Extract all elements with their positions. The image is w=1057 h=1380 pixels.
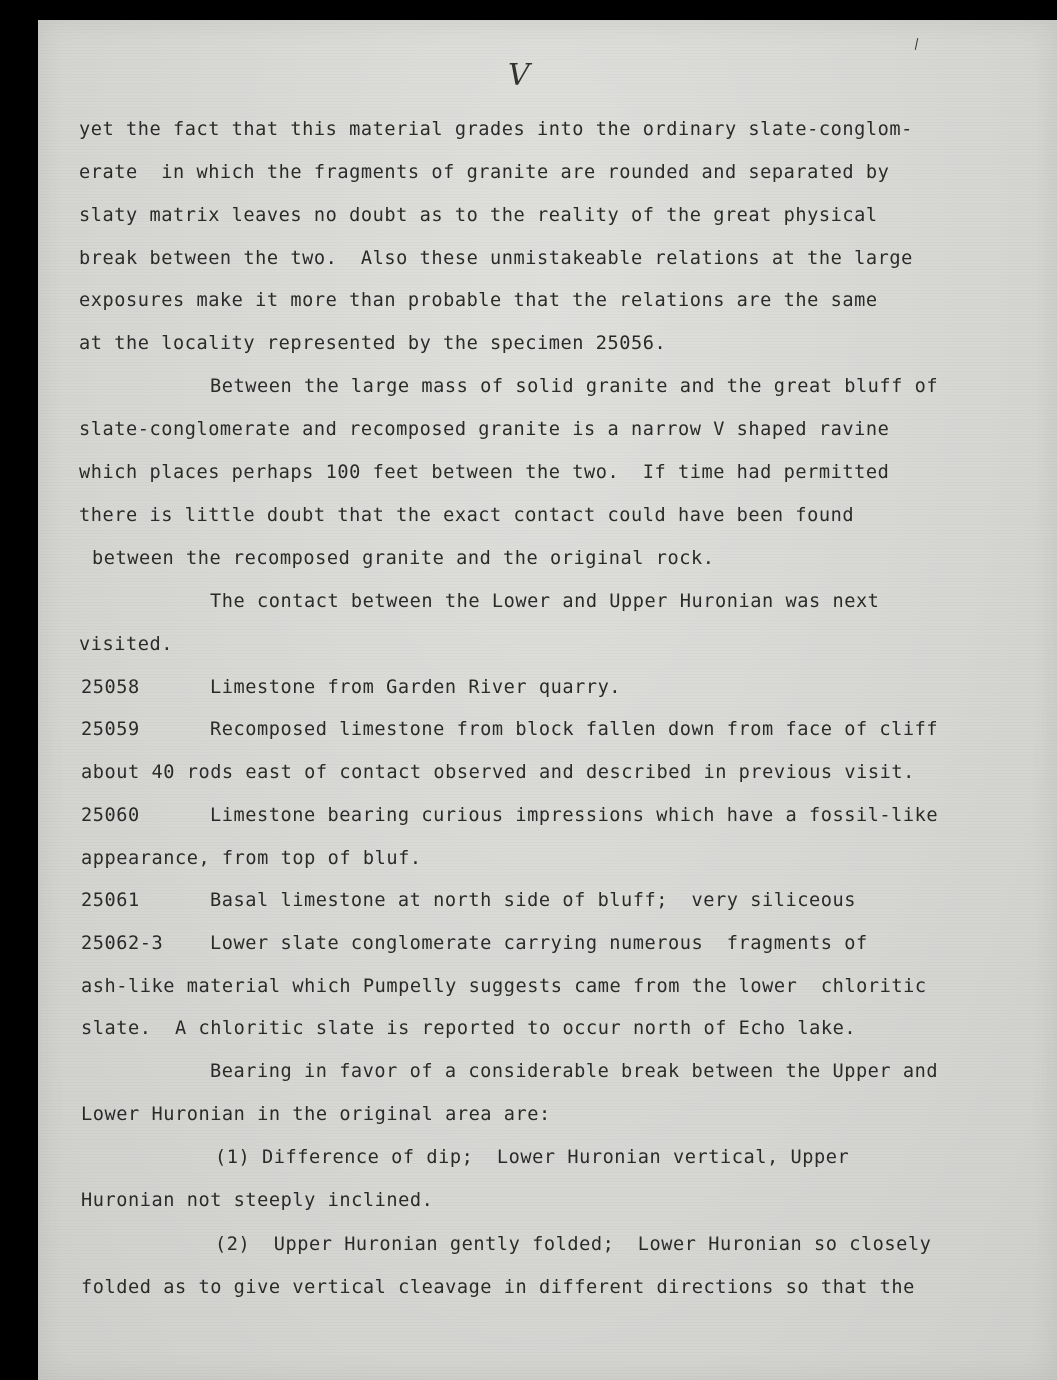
specimen-number: 25062-3 xyxy=(81,933,164,954)
text-line: at the locality represented by the specimen 25056. xyxy=(79,333,667,354)
specimen-description: about 40 rods east of contact observed and described in previous visit. xyxy=(81,762,915,783)
text-line: there is little doubt that the exact contact could have been found xyxy=(79,505,855,526)
text-line: exposures make it more than probable that the relations are the same xyxy=(79,290,878,311)
text-line: (1) Difference of dip; Lower Huronian vertical, Upper xyxy=(215,1147,850,1168)
specimen-number: 25060 xyxy=(81,805,140,826)
typewritten-page xyxy=(38,20,1057,1380)
page-number-mark: V xyxy=(508,58,530,93)
specimen-description: ash-like material which Pumpelly suggests came from the lower chloritic xyxy=(81,976,927,997)
text-line: erate in which the fragments of granite are rounded and separated by xyxy=(79,162,890,183)
specimen-number: 25059 xyxy=(81,719,140,740)
text-line: (2) Upper Huronian gently folded; Lower Huronian so closely xyxy=(215,1234,932,1255)
text-line: yet the fact that this material grades into the ordinary slate-conglom- xyxy=(79,119,913,140)
text-line: folded as to give vertical cleavage in different directions so that the xyxy=(81,1277,915,1298)
text-line: The contact between the Lower and Upper Huronian was next xyxy=(210,591,880,612)
specimen-description: slate. A chloritic slate is reported to occur north of Echo lake. xyxy=(81,1018,857,1039)
text-line: Between the large mass of solid granite and the great bluff of xyxy=(210,376,939,397)
specimen-description: Limestone from Garden River quarry. xyxy=(210,677,622,698)
text-line: slate-conglomerate and recomposed granite is a narrow V shaped ravine xyxy=(79,419,890,440)
text-line: Bearing in favor of a considerable break between the Upper and xyxy=(210,1061,939,1082)
text-line: break between the two. Also these unmistakeable relations at the large xyxy=(79,248,913,269)
text-line: slaty matrix leaves no doubt as to the reality of the great physical xyxy=(79,205,878,226)
text-line: visited. xyxy=(79,634,173,655)
specimen-number: 25058 xyxy=(81,677,140,698)
text-line: Huronian not steeply inclined. xyxy=(81,1190,434,1211)
specimen-description: appearance, from top of bluf. xyxy=(81,848,422,869)
text-line: between the recomposed granite and the original rock. xyxy=(92,548,715,569)
pencil-mark xyxy=(915,38,918,50)
specimen-number: 25061 xyxy=(81,890,140,911)
specimen-description: Basal limestone at north side of bluff; very siliceous xyxy=(210,890,856,911)
text-line: Lower Huronian in the original area are: xyxy=(81,1104,551,1125)
text-line: which places perhaps 100 feet between the two. If time had permitted xyxy=(79,462,890,483)
specimen-description: Recomposed limestone from block fallen down from face of cliff xyxy=(210,719,939,740)
specimen-description: Lower slate conglomerate carrying numerous fragments of xyxy=(210,933,868,954)
specimen-description: Limestone bearing curious impressions which have a fossil-like xyxy=(210,805,939,826)
